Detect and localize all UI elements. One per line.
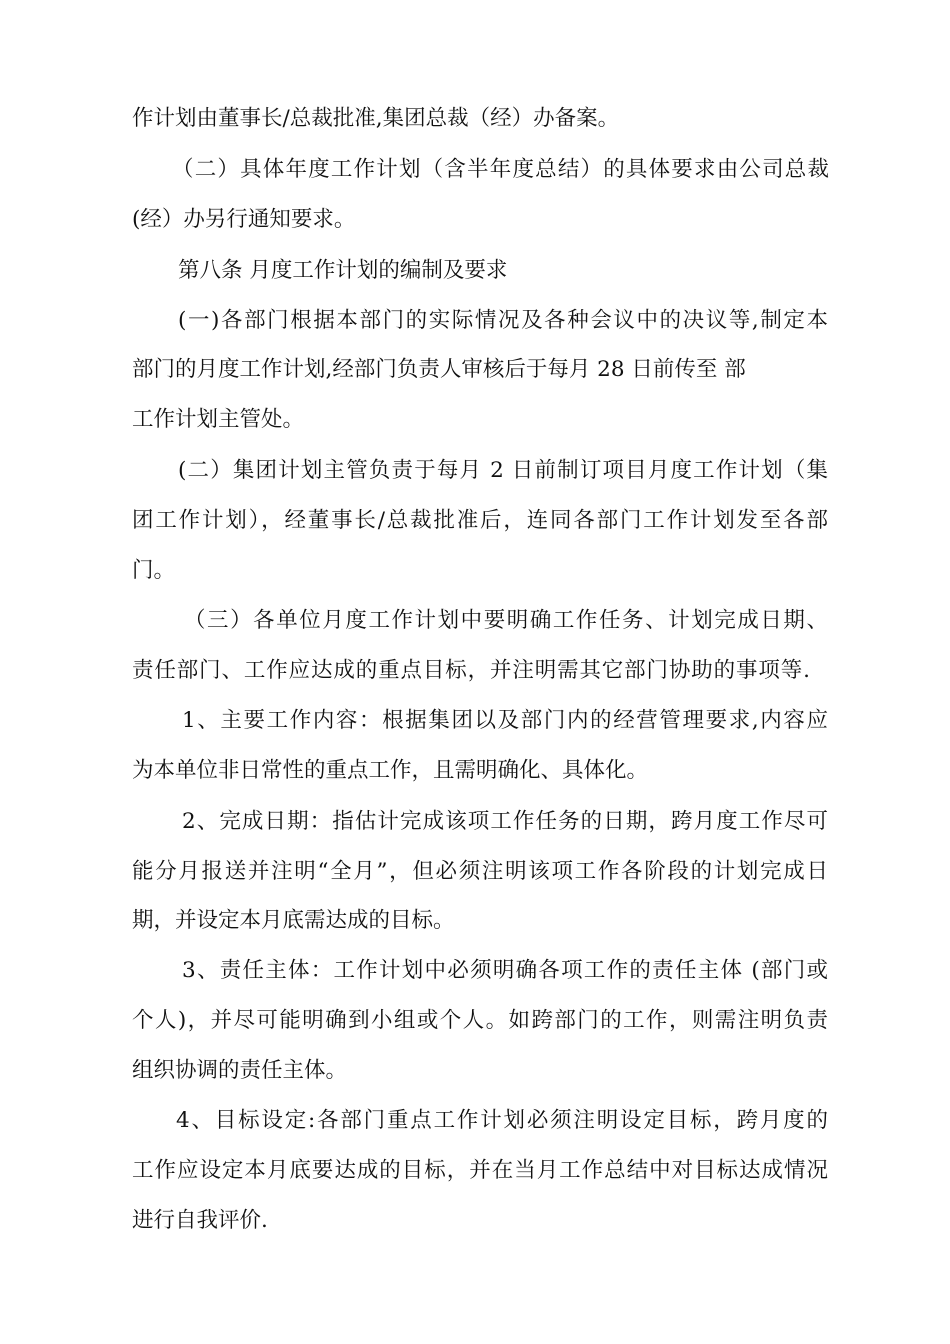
text-line: 1、主要工作内容：根据集团以及部门内的经营管理要求,内容应: [182, 708, 828, 733]
text-line: 部门的月度工作计划,经部门负责人审核后于每月 28 日前传至 部: [132, 357, 746, 382]
text-line: 门。: [132, 558, 176, 583]
text-line: 团工作计划），经董事长/总裁批准后，连同各部门工作计划发至各部: [132, 508, 828, 533]
text-line: 作计划由董事长/总裁批准,集团总裁（经）办备案。: [132, 106, 620, 131]
text-line: (一)各部门根据本部门的实际情况及各种会议中的决议等,制定本: [178, 308, 828, 333]
text-line: (经）办另行通知要求。: [132, 207, 356, 232]
text-line: 3、责任主体：工作计划中必须明确各项工作的责任主体 (部门或: [182, 958, 828, 983]
text-line: 能分月报送并注明“全月”，但必须注明该项工作各阶段的计划完成日: [132, 859, 828, 884]
text-line: 工作计划主管处。: [132, 407, 305, 432]
text-line: 期，并设定本月底需达成的目标。: [132, 908, 455, 933]
text-line: 工作应设定本月底要达成的目标，并在当月工作总结中对目标达成情况: [132, 1158, 828, 1183]
text-line: （三）各单位月度工作计划中要明确工作任务、计划完成日期、: [184, 608, 828, 633]
text-line: 组织协调的责任主体。: [132, 1058, 348, 1083]
text-line: 为本单位非日常性的重点工作，且需明确化、具体化。: [132, 758, 649, 783]
text-line: 进行自我评价.: [132, 1208, 268, 1233]
text-line: 个人)，并尽可能明确到小组或个人。如跨部门的工作，则需注明负责: [132, 1008, 828, 1033]
section-heading: 第八条 月度工作计划的编制及要求: [178, 258, 508, 283]
text-line: 4、目标设定:各部门重点工作计划必须注明设定目标，跨月度的: [176, 1108, 828, 1133]
text-line: 责任部门、工作应达成的重点目标，并注明需其它部门协助的事项等.: [132, 658, 810, 683]
text-line: 2、完成日期：指估计完成该项工作任务的日期，跨月度工作尽可: [182, 809, 828, 834]
text-line: （二）具体年度工作计划（含半年度总结）的具体要求由公司总裁: [172, 157, 829, 182]
text-line: (二）集团计划主管负责于每月 2 日前制订项目月度工作计划（集: [178, 458, 828, 483]
